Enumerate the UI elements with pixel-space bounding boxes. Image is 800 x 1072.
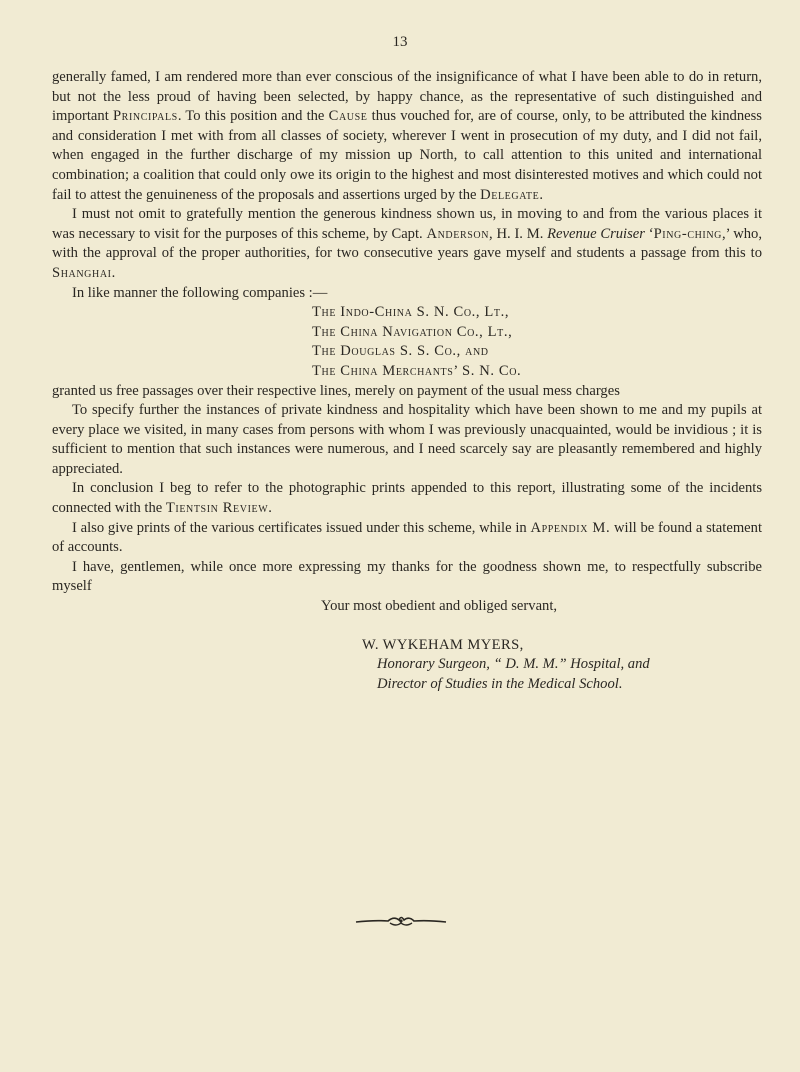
signature-block (52, 636, 762, 695)
company-item: The China Navigation Co., Lt., (312, 323, 513, 340)
paragraph-certificates (52, 519, 762, 558)
paragraph-companies-intro: In like manner the following companies :— (72, 284, 328, 301)
text-run: will be found a statement of accounts. (52, 519, 762, 556)
signature-name: W. WYKEHAM MYERS, (362, 636, 524, 653)
text-run: ‘ (644, 225, 654, 242)
paragraph-principals (52, 68, 762, 205)
name-anderson: Anderson (426, 225, 490, 242)
text-run: . (539, 186, 543, 203)
closing-line: Your most obedient and obliged servant, (321, 598, 558, 615)
place-shanghai: Shanghai (52, 264, 112, 281)
text-run: , H. I. M. (489, 225, 548, 242)
paragraph-conclusion (52, 479, 762, 518)
paragraph-cruiser (52, 205, 762, 283)
text-run: . To this position and the (177, 108, 329, 125)
paragraph-subscribe: I have, gentlemen, while once more expressing my thanks for the goodness shown me, to respectfully subscribe myself (52, 558, 762, 595)
term-delegate: Delegate (480, 186, 540, 203)
tailpiece-ornament-icon (354, 914, 448, 928)
signature-title: Director of Studies in the Medical School. (377, 675, 623, 692)
term-principals: Principals (112, 108, 178, 125)
term-tientsin-review: Tientsin Review (165, 500, 269, 517)
body-text (52, 68, 762, 694)
text-run: thus vouched for, are of course, only, to be attributed the kindness and consideration I met with from all classes of society, wherever I went in prosecution of my duty, and I did not fail, when engaged in the further discharge of my mission up North, to call attention to this united and international combination; a coalition that could only owe its origin to the highest and most disinterested motives and which could not fail to attest the genuineness of the proposals and assertions urged by the (52, 108, 762, 203)
text-run: . (111, 264, 116, 281)
paragraph-hospitality: To specify further the instances of private kindness and hospitality which have been shown to me and my pupils at every place we visited, in many cases from persons with whom I was previously unacquainted, would be invidious ; it is sufficient to mention that such instances were numerous, and I need scarcely say are pleasantly remembered and highly appreciated. (52, 402, 762, 477)
text-run: . (268, 500, 272, 517)
text-run: In conclusion I beg to refer to the photographic prints appended to this report, illustrating some of the incidents connected with the (52, 480, 762, 517)
company-list (52, 303, 762, 381)
company-item: The Indo-China S. N. Co., Lt., (312, 304, 510, 321)
text-run: generally famed, I am rendered more than ever conscious of the insignificance of what I have been able to do in return, but not the less proud of having been selected, by happy chance, as the representative of such distinguished and important (52, 69, 762, 125)
company-item: The China Merchants’ S. N. Co. (312, 362, 522, 379)
text-run: ,’ who, with the approval of the proper authorities, for two consecutive years gave myself and students a passage from this to (52, 225, 763, 262)
vessel-name: Ping-ching (653, 225, 723, 242)
text-run: I must not omit to gratefully mention the generous kindness shown us, in moving to and from the various places it was necessary to visit for the purposes of this scheme, by Capt. (52, 206, 762, 242)
company-item: The Douglas S. S. Co., and (312, 343, 489, 360)
text-run: I also give prints of the various certificates issued under this scheme, while in (72, 519, 531, 536)
term-cause: Cause (328, 108, 368, 125)
paragraph-passages: granted us free passages over their respective lines, merely on payment of the usual mess charges (52, 382, 620, 399)
signature-title: Honorary Surgeon, “ D. M. M.” Hospital, and (377, 656, 650, 673)
page-number: 13 (392, 34, 408, 50)
term-appendix: Appendix M. (530, 519, 611, 536)
vessel-type: Revenue Cruiser (547, 225, 645, 242)
